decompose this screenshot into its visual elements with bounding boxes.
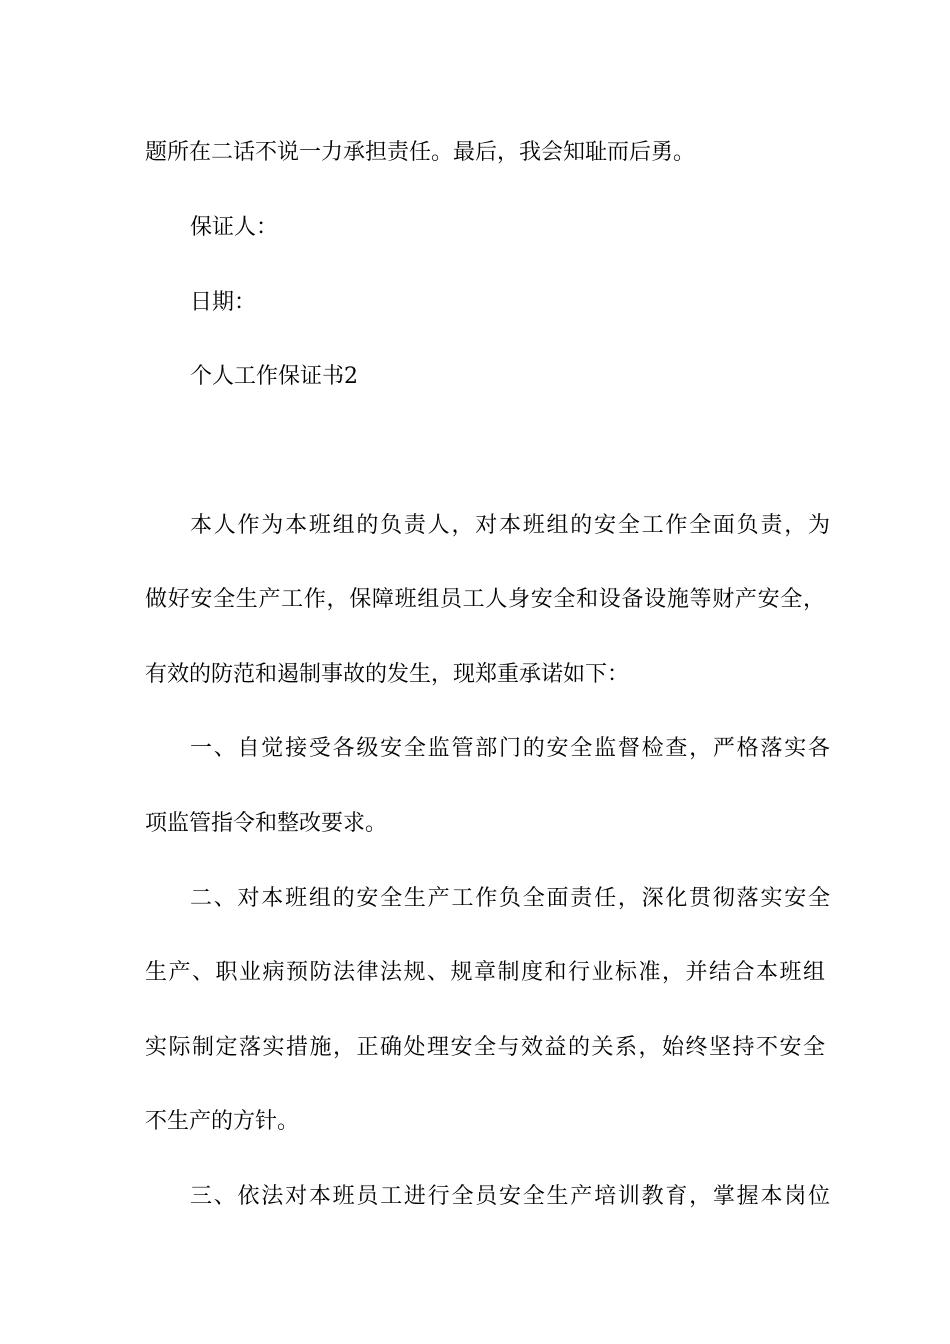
paragraph-line: 不生产的方针。 <box>145 1109 300 1134</box>
paragraph-line: 实际制定落实措施，正确处理安全与效益的关系，始终坚持不安全 <box>145 1035 825 1060</box>
paragraph-line: 本人作为本班组的负责人，对本班组的安全工作全面负责，为 <box>190 513 830 538</box>
paragraph-continuation-line: 题所在二话不说一力承担责任。最后，我会知耻而后勇。 <box>145 140 696 165</box>
paragraph-line: 一、自觉接受各级安全监管部门的安全监督检查，严格落实各 <box>190 736 830 761</box>
paragraph-line: 三、依法对本班员工进行全员安全生产培训教育，掌握本岗位 <box>190 1184 830 1209</box>
paragraph-line: 有效的防范和遏制事故的发生，现郑重承诺如下： <box>145 662 630 687</box>
section-title: 个人工作保证书2 <box>190 364 358 389</box>
paragraph-line: 做好安全生产工作，保障班组员工人身安全和设备设施等财产安全， <box>145 587 825 612</box>
paragraph-line: 项监管指令和整改要求。 <box>145 811 388 836</box>
paragraph-line: 生产、职业病预防法律法规、规章制度和行业标准，并结合本班组 <box>145 960 825 985</box>
date-label: 日期： <box>190 290 257 315</box>
paragraph-line: 二、对本班组的安全生产工作负全面责任，深化贯彻落实安全 <box>190 886 830 911</box>
guarantor-label: 保证人： <box>190 215 279 240</box>
